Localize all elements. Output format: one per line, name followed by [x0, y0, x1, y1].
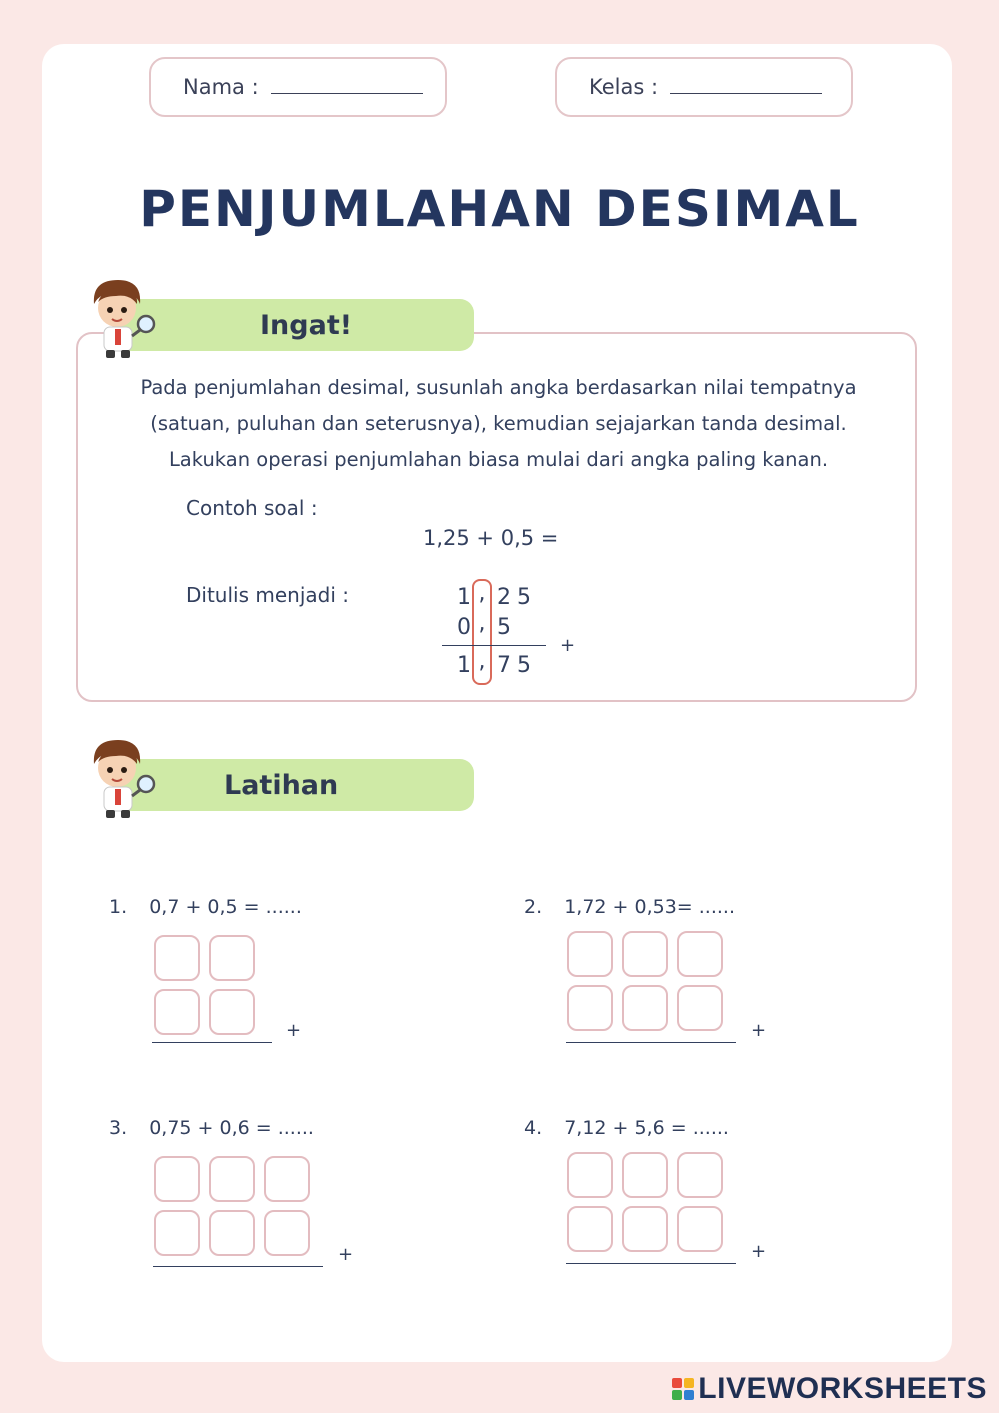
rule-line: Lakukan operasi penjumlahan biasa mulai dari angka paling kanan. — [168, 448, 829, 471]
boy-magnifier-icon — [80, 734, 158, 820]
answer-box[interactable] — [622, 1152, 668, 1198]
exercise-expression: 0,75 + 0,6 = ...... — [149, 1117, 314, 1139]
answer-box[interactable] — [567, 1206, 613, 1252]
decimal-comma: , — [478, 611, 486, 636]
answer-box[interactable] — [154, 989, 200, 1035]
kelas-blank-line[interactable] — [670, 80, 822, 94]
nama-blank-line[interactable] — [271, 80, 423, 94]
answer-box[interactable] — [622, 985, 668, 1031]
ditulis-menjadi-label: Ditulis menjadi : — [186, 583, 349, 607]
ingat-heading: Ingat! — [260, 309, 353, 341]
digit: 2 — [497, 585, 511, 610]
answer-box[interactable] — [567, 985, 613, 1031]
sum-line — [566, 1042, 736, 1043]
plus-sign: + — [338, 1244, 354, 1265]
answer-box[interactable] — [622, 931, 668, 977]
exercise-4 — [524, 1117, 729, 1139]
latihan-heading: Latihan — [224, 769, 339, 801]
exercise-expression: 7,12 + 5,6 = ...... — [564, 1117, 729, 1139]
digit: 5 — [497, 615, 511, 640]
answer-box[interactable] — [677, 931, 723, 977]
answer-box[interactable] — [677, 1152, 723, 1198]
contoh-soal-label: Contoh soal : — [186, 496, 318, 520]
kelas-label: Kelas : — [589, 75, 659, 99]
decimal-comma: , — [478, 649, 486, 674]
answer-box[interactable] — [677, 985, 723, 1031]
digit: 5 — [517, 653, 531, 678]
rule-line: (satuan, puluhan dan seterusnya), kemudian sejajarkan tanda desimal. — [150, 412, 847, 435]
exercise-3 — [109, 1117, 314, 1139]
plus-sign: + — [286, 1020, 302, 1041]
plus-sign: + — [751, 1020, 767, 1041]
answer-box[interactable] — [154, 1156, 200, 1202]
digit: 7 — [497, 653, 511, 678]
sum-line — [152, 1042, 272, 1043]
answer-box[interactable] — [209, 1210, 255, 1256]
nama-label: Nama : — [183, 75, 259, 99]
rule-line: Pada penjumlahan desimal, susunlah angka berdasarkan nilai tempatnya — [140, 376, 857, 399]
decimal-comma: , — [478, 581, 486, 606]
ingat-banner — [118, 299, 474, 351]
answer-box[interactable] — [209, 989, 255, 1035]
sum-line — [442, 645, 546, 646]
nama-field[interactable] — [149, 57, 447, 117]
liveworksheets-logo[interactable] — [672, 1372, 987, 1406]
exercise-expression: 0,7 + 0,5 = ...... — [149, 896, 302, 918]
answer-box[interactable] — [154, 935, 200, 981]
digit: 1 — [457, 653, 471, 678]
answer-box[interactable] — [209, 1156, 255, 1202]
exercise-expression: 1,72 + 0,53= ...... — [564, 896, 735, 918]
exercise-number: 4. — [524, 1117, 543, 1139]
column-addition — [438, 579, 578, 689]
exercise-1 — [109, 896, 302, 918]
answer-box[interactable] — [154, 1210, 200, 1256]
exercise-number: 3. — [109, 1117, 128, 1139]
boy-magnifier-icon — [80, 274, 158, 360]
exercise-number: 2. — [524, 896, 543, 918]
rule-text — [78, 370, 919, 478]
exercise-number: 1. — [109, 896, 128, 918]
sum-line — [153, 1266, 323, 1267]
digit: 1 — [457, 585, 471, 610]
answer-box[interactable] — [209, 935, 255, 981]
answer-box[interactable] — [264, 1210, 310, 1256]
logo-text: LIVEWORKSHEETS — [698, 1372, 987, 1405]
exercise-2 — [524, 896, 735, 918]
plus-sign: + — [751, 1241, 767, 1262]
kelas-field[interactable] — [555, 57, 853, 117]
latihan-banner — [118, 759, 474, 811]
sum-line — [566, 1263, 736, 1264]
contoh-expression: 1,25 + 0,5 = — [423, 526, 559, 550]
answer-box[interactable] — [622, 1206, 668, 1252]
answer-box[interactable] — [567, 1152, 613, 1198]
logo-mark-icon — [672, 1378, 694, 1400]
answer-box[interactable] — [567, 931, 613, 977]
digit: 0 — [457, 615, 471, 640]
digit: 5 — [517, 585, 531, 610]
answer-box[interactable] — [264, 1156, 310, 1202]
ingat-info-box — [76, 332, 917, 702]
plus-sign: + — [560, 635, 576, 656]
page-title: PENJUMLAHAN DESIMAL — [139, 180, 860, 238]
answer-box[interactable] — [677, 1206, 723, 1252]
